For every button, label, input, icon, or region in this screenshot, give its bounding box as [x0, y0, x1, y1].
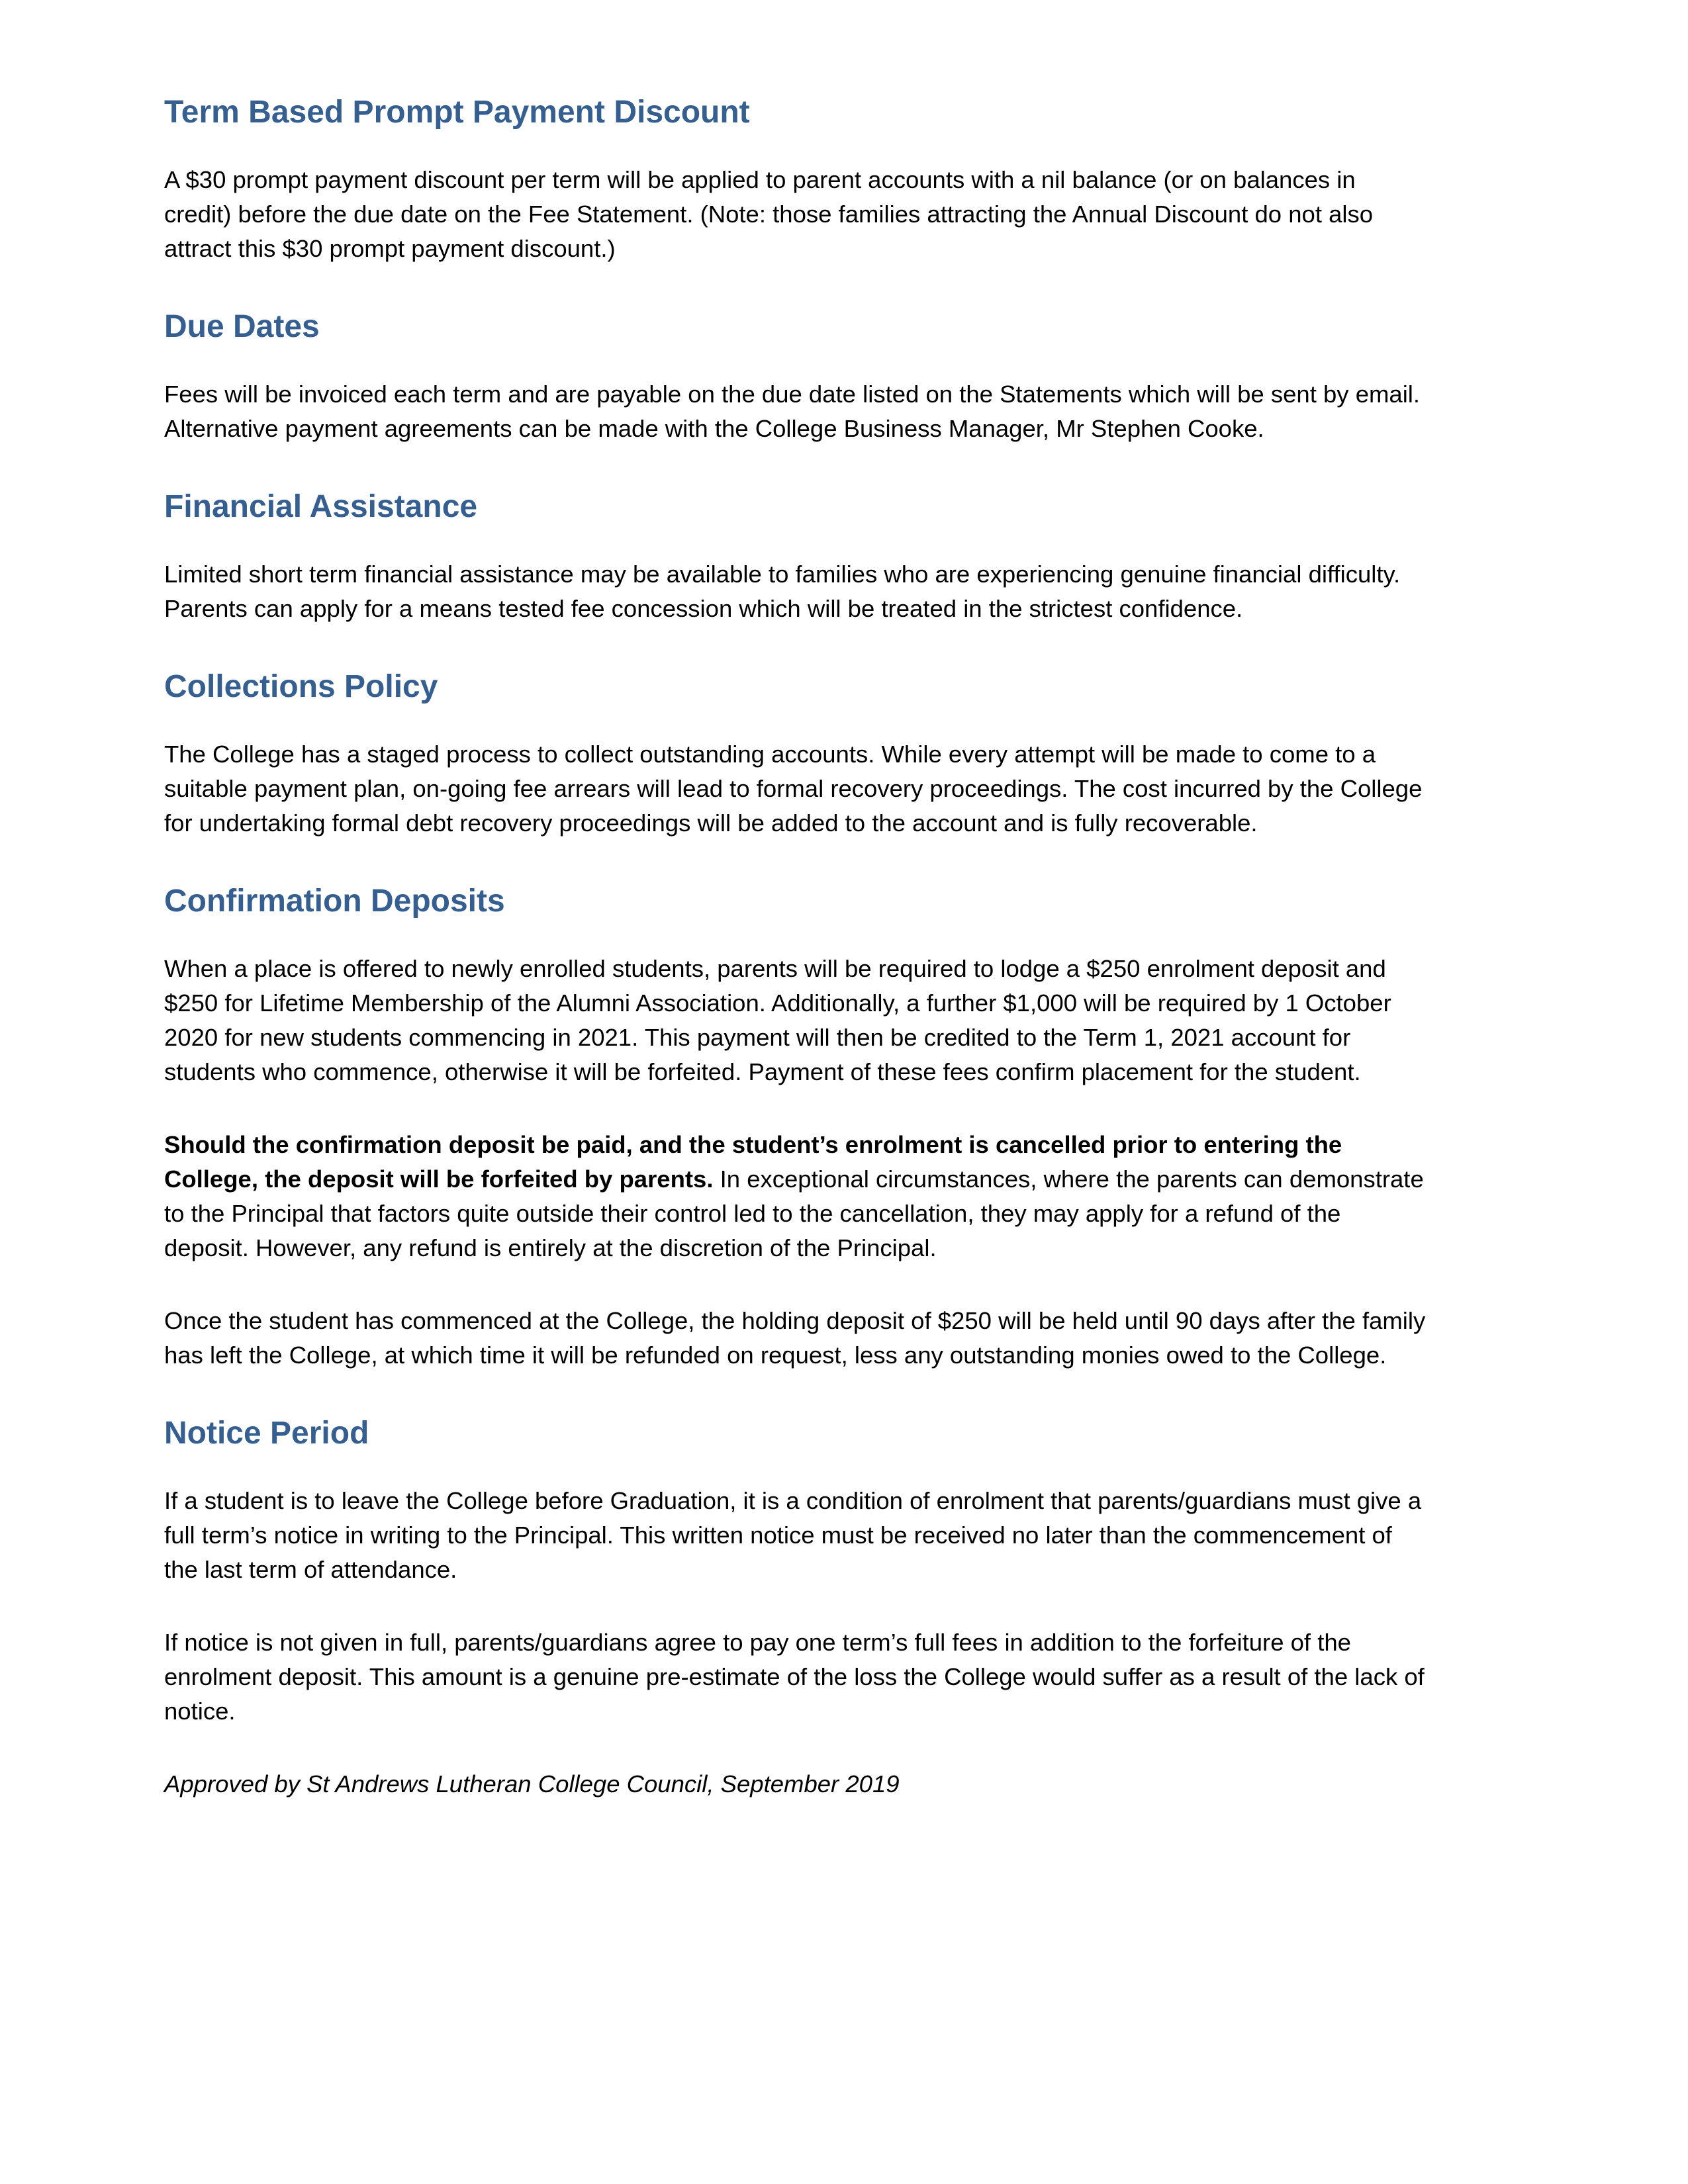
text-line	[164, 1162, 1528, 1197]
text-line: Limited short term financial assistance may be available to families who are experiencing genuine financial difficulty.	[164, 561, 1401, 588]
text-line: 2020 for new students commencing in 2021. This payment will then be credited to the Term 1, 2021 account for	[164, 1024, 1351, 1051]
paragraph-deposit-forfeit	[164, 1128, 1528, 1265]
text: In exceptional circumstances, where the parents can demonstrate	[713, 1165, 1424, 1193]
text-line: Alternative payment agreements can be made with the College Business Manager, Mr Stephen Cooke.	[164, 415, 1264, 442]
text-line: notice.	[164, 1698, 236, 1725]
paragraph-notice-requirement	[164, 1484, 1528, 1587]
bold-text-line: Should the confirmation deposit be paid, and the student’s enrolment is cancelled prior to entering the	[164, 1131, 1342, 1158]
section-due-dates	[164, 307, 1528, 446]
heading-financial-assistance: Financial Assistance	[164, 489, 478, 524]
paragraph-holding-deposit	[164, 1304, 1528, 1373]
text-line: Once the student has commenced at the College, the holding deposit of $250 will be held until 90 days after the family	[164, 1307, 1426, 1334]
paragraph-deposit-requirements	[164, 952, 1528, 1089]
text-line: attract this $30 prompt payment discount.)	[164, 235, 616, 262]
paragraph-financial-assistance	[164, 557, 1528, 626]
text-line: The College has a staged process to collect outstanding accounts. While every attempt will be made to come to a	[164, 741, 1376, 768]
section-collections-policy	[164, 667, 1528, 841]
text-line: A $30 prompt payment discount per term will be applied to parent accounts with a nil balance (or on balances in	[164, 166, 1356, 193]
paragraph-prompt-payment	[164, 163, 1528, 266]
section-confirmation-deposits	[164, 882, 1528, 1373]
document-page	[164, 93, 1528, 1826]
text-line: to the Principal that factors quite outside their control led to the cancellation, they may apply for a refund of the	[164, 1200, 1341, 1227]
text-line: If a student is to leave the College before Graduation, it is a condition of enrolment that parents/guardians must give a	[164, 1487, 1422, 1514]
paragraph-due-dates	[164, 377, 1528, 446]
text-line: full term’s notice in writing to the Principal. This written notice must be received no later than the commencement of	[164, 1522, 1392, 1549]
bold-text: College, the deposit will be forfeited by parents.	[164, 1165, 714, 1193]
heading-prompt-payment: Term Based Prompt Payment Discount	[164, 95, 750, 130]
section-financial-assistance	[164, 487, 1528, 626]
text-line: If notice is not given in full, parents/guardians agree to pay one term’s full fees in addition to the forfeiture of the	[164, 1629, 1351, 1656]
text-line: has left the College, at which time it will be refunded on request, less any outstanding monies owed to the College.	[164, 1342, 1387, 1369]
heading-confirmation-deposits: Confirmation Deposits	[164, 884, 505, 919]
text-line: Parents can apply for a means tested fee concession which will be treated in the strictest confidence.	[164, 595, 1243, 622]
text-line: $250 for Lifetime Membership of the Alumni Association. Additionally, a further $1,000 will be required by 1 October	[164, 989, 1391, 1017]
text-line: students who commence, otherwise it will be forfeited. Payment of these fees confirm placement for the student.	[164, 1058, 1361, 1085]
text-line: for undertaking formal debt recovery proceedings will be added to the account and is fully recoverable.	[164, 809, 1258, 837]
text-line: suitable payment plan, on-going fee arrears will lead to formal recovery proceedings. The cost incurred by the College	[164, 775, 1423, 802]
heading-notice-period: Notice Period	[164, 1416, 369, 1451]
text-line: enrolment deposit. This amount is a genuine pre-estimate of the loss the College would suffer as a result of the lack of	[164, 1663, 1425, 1690]
text-line: When a place is offered to newly enrolled students, parents will be required to lodge a $250 enrolment deposit and	[164, 955, 1386, 982]
text-line: credit) before the due date on the Fee Statement. (Note: those families attracting the Annual Discount do not also	[164, 201, 1374, 228]
text-line: deposit. However, any refund is entirely at the discretion of the Principal.	[164, 1234, 937, 1261]
section-notice-period	[164, 1414, 1528, 1801]
approval-note: Approved by St Andrews Lutheran College Council, September 2019	[164, 1770, 900, 1797]
section-prompt-payment	[164, 93, 1528, 266]
text-line: Fees will be invoiced each term and are payable on the due date listed on the Statements which will be sent by email.	[164, 381, 1421, 408]
paragraph-collections-policy	[164, 737, 1528, 841]
heading-collections-policy: Collections Policy	[164, 669, 438, 704]
heading-due-dates: Due Dates	[164, 309, 320, 344]
paragraph-notice-penalty	[164, 1625, 1528, 1729]
text-line: the last term of attendance.	[164, 1556, 457, 1583]
